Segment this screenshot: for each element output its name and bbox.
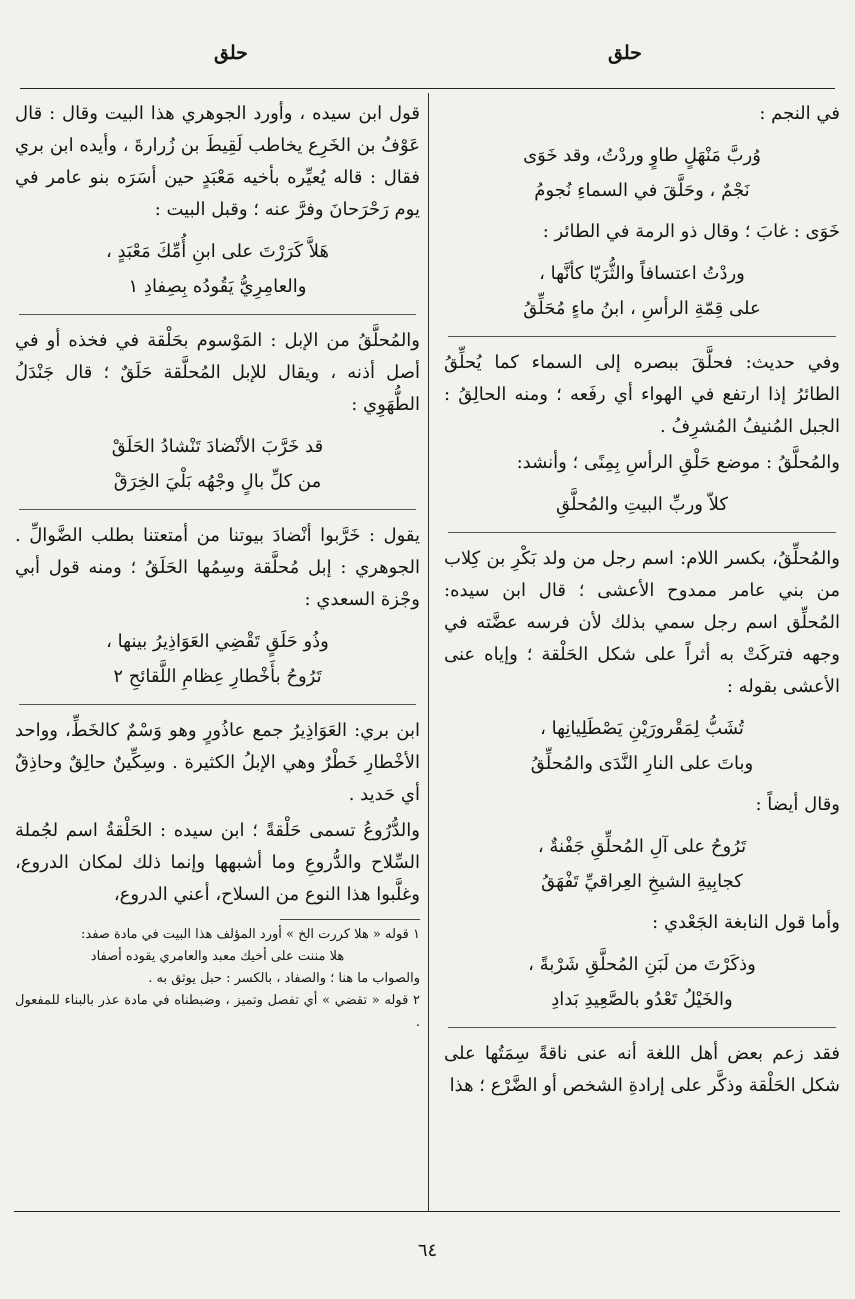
verse-line: وذُو حَلَقٍ تَقْضِي العَوَاذِيرُ بينها ،: [106, 631, 329, 652]
verse: [444, 829, 840, 899]
paragraph: ابن بري: العَوَاذِيرُ جمع عاذُورٍ وهو وَسْمٌ كالخَطِّ، وواحد الأخْطارِ خَطْرٌ وهي الإبلُ الكثيرة . وسِكِّينٌ حالِقٌ وحاذِقٌ أي حَديد .: [15, 720, 420, 805]
page-number: ٦٤: [417, 1240, 438, 1261]
verse-line: تَرُوحُ على آلِ المُحلِّقِ جَفْنةٌ ،: [537, 836, 747, 857]
verse-line: تُشَبُّ لِمَقْرورَيْنِ يَصْطَلِيانِها ،: [540, 718, 744, 739]
verse-line: والخَيْلُ تَعْدُو بالصَّعِيدِ بَدادِ: [551, 989, 733, 1010]
verse-line: والعامِرِيُّ يَقُودُه بِصِفادِ ١: [128, 276, 307, 297]
paragraph: والمُحلَّقُ : موضع حَلْقِ الرأسِ بِمِنًى ؛ وأنشد:: [516, 452, 840, 473]
paragraph: في النجم :: [759, 103, 840, 124]
footnote-line: ١ قوله « هلا كررت الخ » أورد المؤلف هذا البيت في مادة صفد:: [81, 927, 420, 942]
verse-line: كجابِيةِ الشيخِ العِراقيِّ تَفْهَقُ: [541, 871, 743, 892]
footnote-separator: [280, 919, 420, 920]
section-separator: [448, 336, 836, 337]
paragraph: وفي حديث: فحلَّقَ ببصره إلى السماء كما يُحلِّقُ الطائرُ إذا ارتفع في الهواء أي رفَعه ؛ ومنه الحالِقُ : الجبل المُنيفُ المُشرِفُ .: [444, 352, 840, 437]
footnote-line: والصواب ما هنا ؛ والصفاد ، بالكسر : حبل يوثق به .: [148, 971, 420, 986]
header-left-word: حلق: [214, 42, 248, 64]
left-column: [15, 98, 420, 1206]
verse-line: نَجْمٌ ، وحَلَّقَ في السماءِ نُجومُ: [534, 180, 750, 201]
verse: [444, 256, 840, 326]
section-separator: [448, 1027, 836, 1028]
verse-line: هَلاَّ كَرَرْتَ على ابنِ أُمِّكَ مَعْبَدٍ ،: [106, 241, 329, 262]
section-separator: [19, 314, 416, 315]
section-separator: [19, 704, 416, 705]
paragraph: يقول : خَرَّبوا أنْضادَ بيوتنا من أمتعتنا بطلب الضَّوالِّ . الجوهري : إبل مُحلَّقة وسِمُها الحَلَقُ ؛ ومنه قول أبي وجْزة السعدي :: [15, 525, 420, 610]
paragraph: قول ابن سيده ، وأورد الجوهري هذا البيت وقال : قال عَوْفُ بن الخَرِع يخاطب لَقِيطَ بن زُرارةَ ، وأيده ابن بري فقال : قاله يُعيِّره بأخيه مَعْبَدٍ حين أسَرَه بنو عامر في يوم رَحْرَحانَ وفرَّ عنه ؛ وقبل البيت :: [15, 103, 420, 220]
verse: [15, 624, 420, 694]
column-divider: [428, 93, 429, 1211]
paragraph: فقد زعم بعض أهل اللغة أنه عنى ناقةً سِمَتُها على شكل الحَلْقة وذكَّر على إرادةِ الشخص أو الضَّرْع ؛ هذا: [444, 1043, 840, 1096]
verse: [444, 138, 840, 208]
paragraph: والمُحلَّقُ من الإبل : المَوْسوم بحَلْقة في فخذه أو في أصل أذنه ، ويقال للإبل المُحلَّقة حَلَقٌ ؛ قال جَنْدَلُ الطُّهَوِي :: [15, 330, 420, 415]
verse-line: وذكَرْتَ من لَبَنِ المُحلَّقِ شَرْبةً ،: [528, 954, 756, 975]
paragraph: خَوَى : غابَ ؛ وقال ذو الرمة في الطائر :: [542, 221, 840, 242]
right-column: [444, 98, 840, 1206]
verse: [15, 234, 420, 304]
footnotes: [15, 924, 420, 1034]
bottom-rule: [14, 1211, 840, 1212]
verse-line: على قِمّةِ الرأسِ ، ابنُ ماءٍ مُحَلِّقُ: [523, 298, 761, 319]
verse-line: من كلِّ بالٍ وجْهُه بَلْيَ الخِرَقْ: [113, 471, 322, 492]
verse-line: قد خَرَّبَ الأنْضادَ تَنْشادُ الحَلَقْ: [111, 436, 324, 457]
paragraph: والدُّرُوعُ تسمى حَلْقةً ؛ ابن سيده : الحَلْقةُ اسم لجُملة السِّلاح والدُّروعِ وما أشبهها وإنما ذلك لمكان الدروع، وغلَّبوا هذا النوع من السلاح، أعني الدروع،: [15, 820, 420, 905]
verse: [444, 947, 840, 1017]
header-right-word: حلق: [608, 42, 642, 64]
top-rule: [20, 88, 835, 89]
footnote-line: ٢ قوله « تقضي » أي تفصل وتميز ، وضبطناه في مادة عذر بالبناء للمفعول .: [15, 993, 420, 1030]
verse-line: وباتَ على النارِ النَّدَى والمُحلِّقُ: [530, 753, 754, 774]
verse-line: كلاّ وربِّ البيتِ والمُحلَّقِ: [555, 494, 728, 515]
paragraph: وأما قول النابغة الجَعْدي :: [652, 912, 840, 933]
verse-line: تَرُوحُ بأَخْطارِ عِظامِ اللَّقائحِ ٢: [113, 666, 322, 687]
verse: [444, 711, 840, 781]
verse-line: وردْتُ اعتسافاً والثُّرَيّا كأنَّها ،: [539, 263, 745, 284]
paragraph: والمُحلِّقُ، بكسر اللام: اسم رجل من ولد بَكْرِ بن كِلاب من بني عامر ممدوح الأعشى ؛ قال ابن سيده: المُحلِّق اسم رجل سمي بذلك لأن فرسه عضَّته في وجهه فتركَتْ به أثراً على شكل الحَلْقة ؛ وإياه عنى الأعشى بقوله :: [444, 548, 840, 697]
verse: [15, 429, 420, 499]
verse: [444, 487, 840, 522]
verse-line: وُربَّ مَنْهَلٍ طاوٍ وردْتُ، وقد خَوَى: [523, 145, 761, 166]
paragraph: وقال أيضاً :: [755, 794, 840, 815]
section-separator: [448, 532, 836, 533]
section-separator: [19, 509, 416, 510]
footnote-verse: هلا مننت على أخيك معبد والعامري يقوده أصفاد: [90, 949, 345, 964]
